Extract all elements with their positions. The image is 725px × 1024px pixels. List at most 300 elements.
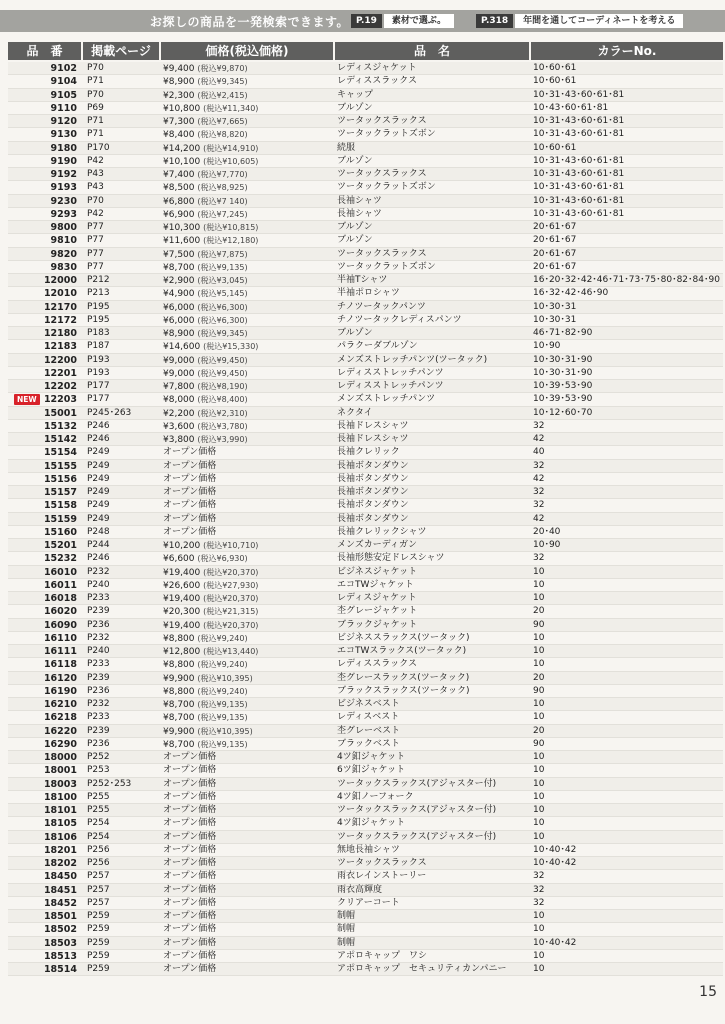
table-row	[8, 340, 723, 353]
tax-included-price: (税込¥20,370)	[203, 620, 259, 630]
price: ¥2,200 (税込¥2,310)	[163, 408, 248, 419]
color-numbers: 40	[533, 447, 545, 458]
table-row	[8, 367, 723, 380]
product-name: 長袖ボタンダウン	[337, 500, 409, 511]
item-number: 16011	[43, 579, 77, 591]
color-numbers: 10	[533, 831, 545, 842]
table-row	[8, 566, 723, 579]
catalog-page: P193	[87, 367, 110, 378]
item-number: 16210	[43, 699, 77, 710]
color-numbers: 90	[533, 738, 545, 749]
table-header	[8, 42, 723, 60]
price: オープン価格	[163, 937, 217, 948]
catalog-page: P71	[87, 116, 104, 126]
catalog-page: P257	[87, 897, 110, 908]
item-number: 16220	[43, 725, 77, 737]
item-number: 12201	[43, 367, 77, 379]
product-name: メンズストレッチパンツ	[337, 394, 436, 405]
price: オープン価格	[163, 831, 217, 842]
catalog-page: P252･253	[87, 778, 132, 789]
item-number: 9130	[50, 129, 77, 141]
item-number: 12183	[43, 341, 77, 353]
price: オープン価格	[163, 897, 217, 908]
table-row	[8, 844, 723, 857]
catalog-page: P70	[87, 63, 104, 73]
catalog-page: P69	[87, 102, 104, 113]
color-numbers: 20･61･67	[533, 261, 577, 272]
color-numbers: 10･43･60･61･81	[533, 102, 609, 113]
price: オープン価格	[163, 818, 217, 829]
catalog-page: P187	[87, 341, 110, 352]
price: オープン価格	[163, 500, 217, 511]
color-numbers: 16･32･42･46･90	[533, 288, 609, 299]
tax-included-price: (税込¥9,870)	[197, 64, 248, 73]
catalog-page: P254	[87, 818, 110, 829]
table-row	[8, 751, 723, 764]
price: オープン価格	[163, 924, 217, 935]
tax-included-price: (税込¥10,605)	[203, 156, 259, 166]
color-numbers: 10	[533, 659, 545, 670]
item-number: 9193	[50, 182, 77, 194]
product-name: 制帽	[337, 924, 356, 935]
tax-included-price: (税込¥6,300)	[197, 315, 248, 325]
color-numbers: 42	[533, 473, 545, 484]
color-numbers: 10	[533, 712, 545, 723]
table-row	[8, 433, 723, 446]
catalog-page: P77	[87, 235, 104, 246]
price: ¥3,800 (税込¥3,990)	[163, 435, 248, 445]
price: オープン価格	[163, 526, 217, 537]
color-numbers: 10	[533, 924, 545, 935]
table-row	[8, 619, 723, 632]
price: ¥10,800 (税込¥11,340)	[163, 103, 259, 114]
price: オープン価格	[163, 884, 217, 895]
product-name: 長袖ボタンダウン	[337, 473, 409, 484]
color-numbers: 10･40･42	[533, 844, 577, 855]
price: ¥7,500 (税込¥7,875)	[163, 249, 248, 260]
catalog-page: P256	[87, 858, 110, 868]
tax-included-price: (税込¥10,395)	[197, 726, 253, 736]
price: ¥9,900 (税込¥10,395)	[163, 673, 253, 684]
catalog-page: P259	[87, 924, 110, 935]
table-row	[8, 764, 723, 777]
price: ¥8,700 (税込¥9,135)	[163, 262, 248, 273]
tax-included-price: (税込¥14,910)	[203, 143, 259, 153]
item-number: 15160	[43, 526, 77, 538]
product-name: 雨衣レインストーリー	[337, 871, 427, 882]
catalog-page: P256	[87, 844, 110, 855]
tax-included-price: (税込¥8,820)	[197, 130, 248, 140]
product-name: 4ツ釦ジャケット	[337, 752, 406, 762]
item-number: 18106	[43, 831, 77, 843]
product-name: ブラックスラックス(ツータック)	[337, 685, 470, 696]
item-number: 18503	[43, 937, 77, 949]
catalog-page: P77	[87, 248, 104, 259]
tax-included-price: (税込¥9,135)	[197, 262, 248, 272]
table-row	[8, 870, 723, 883]
table-row	[8, 658, 723, 671]
catalog-page: P232	[87, 699, 110, 709]
table-row	[8, 817, 723, 830]
table-row	[8, 446, 723, 459]
table-row	[8, 301, 723, 314]
new-badge: NEW	[14, 394, 40, 405]
price: ¥10,100 (税込¥10,605)	[163, 156, 259, 167]
item-number: 16290	[43, 738, 77, 750]
product-name: 無地長袖シャツ	[337, 844, 400, 855]
item-number: 12000	[43, 275, 77, 286]
color-numbers: 10	[533, 778, 545, 789]
item-number: 18513	[43, 950, 77, 962]
color-numbers: 32	[533, 487, 545, 497]
catalog-page: P70	[87, 89, 104, 100]
color-numbers: 10･31･43･60･61･81	[533, 129, 625, 140]
product-name: 制帽	[337, 911, 356, 921]
catalog-page: P233	[87, 712, 110, 723]
price: ¥19,400 (税込¥20,370)	[163, 567, 259, 578]
item-number: 12010	[43, 288, 77, 300]
table-row	[8, 274, 723, 287]
item-number: 15156	[43, 473, 77, 485]
price: ¥2,300 (税込¥2,415)	[163, 90, 248, 101]
tax-included-price: (税込¥10,815)	[203, 223, 259, 232]
product-name: ブルゾン	[337, 102, 373, 113]
catalog-page: P249	[87, 460, 110, 471]
color-numbers: 32	[533, 500, 545, 511]
catalog-page: P249	[87, 500, 110, 511]
tax-included-price: (税込¥9,345)	[197, 77, 248, 87]
item-number: 9820	[50, 248, 77, 260]
item-number: 18452	[43, 897, 77, 909]
tax-included-price: (税込¥6,930)	[197, 554, 248, 564]
item-number: 15159	[43, 513, 77, 525]
price: オープン価格	[163, 752, 217, 762]
price: ¥4,900 (税込¥5,145)	[163, 289, 248, 300]
item-number: 9190	[50, 155, 77, 167]
price: ¥11,600 (税込¥12,180)	[163, 236, 259, 247]
tax-included-price: (税込¥10,710)	[203, 541, 259, 550]
product-name: 続服	[337, 142, 356, 153]
table-row	[8, 910, 723, 923]
product-name: アポロキャップ セキュリティカンパニー	[337, 964, 507, 974]
table-body	[8, 62, 723, 976]
price: オープン価格	[163, 805, 217, 815]
catalog-page: P42	[87, 208, 104, 219]
product-name: 長袖ボタンダウン	[337, 487, 409, 497]
table-row	[8, 102, 723, 115]
table-row	[8, 486, 723, 499]
product-name: クリアーコート	[337, 897, 400, 908]
color-numbers: 10･12･60･70	[533, 407, 593, 418]
tax-included-price: (税込¥15,330)	[203, 342, 259, 352]
item-number: 9800	[50, 222, 77, 233]
product-index-table	[8, 42, 723, 976]
price: ¥19,400 (税込¥20,370)	[163, 594, 259, 604]
color-numbers: 10･31･43･60･61･81	[533, 195, 625, 206]
tax-included-price: (税込¥13,440)	[203, 647, 259, 656]
table-row	[8, 234, 723, 247]
tax-included-price: (税込¥7,245)	[197, 209, 248, 219]
table-row	[8, 539, 723, 552]
table-row	[8, 884, 723, 897]
item-number: 9104	[50, 76, 77, 88]
table-row	[8, 221, 723, 234]
ref-coordinate[interactable]	[476, 14, 683, 28]
color-numbers: 10	[533, 765, 545, 776]
ref-coordinate-text: 年間を通してコーディネートを考える	[515, 14, 683, 28]
product-name: 長袖シャツ	[337, 195, 382, 206]
product-name: 雨衣高輝度	[337, 884, 383, 895]
catalog-page: P239	[87, 725, 110, 736]
item-number: 16010	[43, 566, 77, 578]
table-row	[8, 181, 723, 194]
product-name: パラクーダブルゾン	[337, 341, 418, 352]
table-row	[8, 142, 723, 155]
color-numbers: 10･60･61	[533, 142, 577, 153]
price: オープン価格	[163, 487, 217, 497]
header-page: 掲載ページ	[83, 42, 159, 60]
item-number: 16190	[43, 685, 77, 697]
table-row	[8, 645, 723, 658]
price: ¥6,900 (税込¥7,245)	[163, 209, 248, 220]
color-numbers: 20･61･67	[533, 248, 577, 259]
price: ¥8,900 (税込¥9,345)	[163, 77, 248, 88]
item-number: 12180	[43, 328, 77, 339]
tax-included-price: (税込¥9,240)	[197, 633, 248, 643]
product-name: チノツータックレディスパンツ	[337, 314, 462, 325]
tax-included-price: (税込¥9,345)	[197, 329, 248, 338]
table-row	[8, 248, 723, 261]
price: ¥10,300 (税込¥10,815)	[163, 223, 259, 233]
item-number: 18100	[43, 791, 77, 803]
color-numbers: 10･30･31	[533, 301, 577, 312]
tax-included-price: (税込¥7 140)	[197, 196, 248, 206]
item-number: 16018	[43, 593, 77, 604]
price: オープン価格	[163, 778, 217, 789]
product-name: ビジネスベスト	[337, 699, 400, 709]
item-number: 12172	[43, 314, 77, 326]
table-row	[8, 513, 723, 526]
catalog-page: P252	[87, 752, 110, 762]
price: ¥20,300 (税込¥21,315)	[163, 607, 259, 618]
product-name: 長袖形態安定ドレスシャツ	[337, 553, 445, 564]
ref-material[interactable]	[351, 14, 454, 28]
item-number: 18000	[43, 752, 77, 763]
table-row	[8, 725, 723, 738]
tax-included-price: (税込¥2,415)	[197, 90, 248, 100]
color-numbers: 10	[533, 646, 545, 656]
product-name: 半袖Tシャツ	[337, 275, 388, 285]
table-row	[8, 804, 723, 817]
catalog-page: P236	[87, 619, 110, 630]
color-numbers: 10	[533, 964, 545, 974]
product-name: ネクタイ	[337, 407, 373, 418]
tax-included-price: (税込¥27,930)	[203, 580, 259, 590]
color-numbers: 20	[533, 606, 545, 617]
catalog-page: P240	[87, 646, 110, 656]
table-row	[8, 738, 723, 751]
price: ¥6,600 (税込¥6,930)	[163, 554, 248, 565]
catalog-page: P246	[87, 420, 110, 431]
price: ¥8,800 (税込¥9,240)	[163, 633, 248, 644]
tax-included-price: (税込¥11,340)	[203, 103, 259, 113]
banner-lead-text: お探しの商品を一発検索できます。	[150, 15, 350, 29]
item-number: 18003	[43, 778, 77, 790]
color-numbers: 10･39･53･90	[533, 394, 593, 405]
price: ¥14,200 (税込¥14,910)	[163, 143, 259, 154]
color-numbers: 10･31･43･60･61･81	[533, 208, 625, 219]
table-row	[8, 473, 723, 486]
price: ¥12,800 (税込¥13,440)	[163, 647, 259, 657]
table-row	[8, 420, 723, 433]
color-numbers: 10	[533, 791, 545, 802]
price: ¥9,900 (税込¥10,395)	[163, 726, 253, 737]
item-number: 18451	[43, 884, 77, 896]
color-numbers: 10	[533, 579, 545, 590]
catalog-page: P246	[87, 553, 110, 564]
tax-included-price: (税込¥8,400)	[197, 395, 248, 405]
color-numbers: 10	[533, 911, 545, 921]
price: ¥8,500 (税込¥8,925)	[163, 183, 248, 194]
table-row	[8, 261, 723, 274]
item-number: 15001	[43, 407, 77, 419]
price: ¥9,000 (税込¥9,450)	[163, 355, 248, 366]
ref-material-text: 素材で選ぶ。	[384, 14, 454, 28]
tax-included-price: (税込¥9,450)	[197, 355, 248, 365]
table-row	[8, 698, 723, 711]
product-name: ブラックジャケット	[337, 619, 418, 630]
tax-included-price: (税込¥9,450)	[197, 368, 248, 378]
tax-included-price: (税込¥3,780)	[197, 421, 248, 431]
item-number: 9105	[50, 89, 77, 101]
color-numbers: 10･40･42	[533, 937, 577, 948]
price: ¥8,700 (税込¥9,135)	[163, 739, 248, 750]
product-name: ツータックスラックス	[337, 248, 427, 259]
product-name: レディスジャケット	[337, 63, 417, 73]
price: ¥3,600 (税込¥3,780)	[163, 421, 248, 432]
color-numbers: 42	[533, 434, 545, 444]
product-name: ブルゾン	[337, 235, 373, 246]
catalog-page: P257	[87, 884, 110, 895]
item-number: 15232	[43, 553, 77, 565]
color-numbers: 10	[533, 593, 545, 603]
item-number: 12170	[43, 301, 77, 313]
table-row	[8, 552, 723, 565]
item-number: 15154	[43, 447, 77, 459]
table-row	[8, 963, 723, 976]
product-name: レディスジャケット	[337, 593, 417, 603]
catalog-page: P259	[87, 964, 110, 974]
item-number: 12200	[43, 354, 77, 366]
catalog-page: P233	[87, 659, 110, 670]
item-number: 18450	[43, 871, 77, 883]
price: オープン価格	[163, 858, 217, 868]
catalog-page: P232	[87, 632, 110, 643]
item-number: 15142	[43, 434, 77, 445]
product-name: ビジネススラックス(ツータック)	[337, 632, 470, 643]
price: オープン価格	[163, 513, 217, 524]
price: ¥6,000 (税込¥6,300)	[163, 315, 248, 326]
catalog-page: P255	[87, 791, 110, 802]
catalog-page: P239	[87, 672, 110, 683]
price: ¥9,400 (税込¥9,870)	[163, 64, 248, 74]
price: オープン価格	[163, 871, 217, 882]
product-name: 杢グレーベスト	[337, 725, 401, 736]
page-number: 15	[699, 984, 717, 1000]
table-row	[8, 526, 723, 539]
color-numbers: 32	[533, 460, 545, 471]
item-number: 16111	[43, 646, 77, 657]
table-row	[8, 89, 723, 102]
product-name: ツータックスラックス	[337, 858, 427, 868]
catalog-page: P249	[87, 447, 110, 458]
color-numbers: 10･31･43･60･61･81	[533, 169, 625, 179]
tax-included-price: (税込¥3,990)	[197, 435, 248, 444]
catalog-page: P248	[87, 526, 110, 537]
product-name: キャップ	[337, 89, 374, 100]
product-name: ツータックラットズボン	[337, 129, 436, 140]
table-row	[8, 287, 723, 300]
table-row	[8, 672, 723, 685]
item-number: 18501	[43, 911, 77, 922]
color-numbers: 32	[533, 420, 545, 431]
product-name: 4ツ釦ジャケット	[337, 818, 406, 829]
table-row	[8, 460, 723, 473]
color-numbers: 10･90	[533, 540, 561, 550]
product-name: 長袖シャツ	[337, 208, 382, 219]
product-name: ビジネスジャケット	[337, 566, 418, 577]
table-row	[8, 407, 723, 420]
table-row	[8, 857, 723, 870]
tax-included-price: (税込¥8,190)	[197, 382, 248, 391]
color-numbers: 32	[533, 553, 545, 564]
item-number: 15158	[43, 500, 77, 512]
price: ¥9,000 (税込¥9,450)	[163, 368, 248, 379]
color-numbers: 10	[533, 818, 545, 829]
catalog-page: P212	[87, 275, 110, 285]
product-name: 4ツ釦ノーフォーク	[337, 791, 414, 802]
table-row	[8, 155, 723, 168]
table-row	[8, 393, 723, 406]
item-number: 9830	[50, 261, 77, 273]
price: ¥6,800 (税込¥7 140)	[163, 196, 248, 207]
catalog-page: P240	[87, 579, 110, 590]
table-row	[8, 592, 723, 605]
product-name: ブルゾン	[337, 222, 373, 232]
catalog-page: P233	[87, 593, 110, 603]
table-row	[8, 923, 723, 936]
price: ¥6,000 (税込¥6,300)	[163, 302, 248, 313]
table-row	[8, 314, 723, 327]
price: ¥8,800 (税込¥9,240)	[163, 660, 248, 671]
product-name: ブラックベスト	[337, 738, 400, 749]
header-item-number: 品 番	[8, 42, 81, 60]
price: オープン価格	[163, 765, 217, 776]
tax-included-price: (税込¥7,770)	[197, 170, 248, 179]
product-name: メンズストレッチパンツ(ツータック)	[337, 354, 488, 365]
catalog-page: P70	[87, 195, 104, 206]
catalog-page: P245･263	[87, 407, 132, 418]
tax-included-price: (税込¥20,370)	[203, 594, 259, 603]
product-name: 制帽	[337, 937, 356, 948]
table-row	[8, 685, 723, 698]
catalog-page: P71	[87, 76, 104, 87]
item-number: 18105	[43, 818, 77, 830]
color-numbers: 20･61･67	[533, 222, 577, 232]
catalog-page: P232	[87, 566, 110, 577]
product-name: メンズカーディガン	[337, 540, 418, 550]
catalog-page: P249	[87, 513, 110, 524]
